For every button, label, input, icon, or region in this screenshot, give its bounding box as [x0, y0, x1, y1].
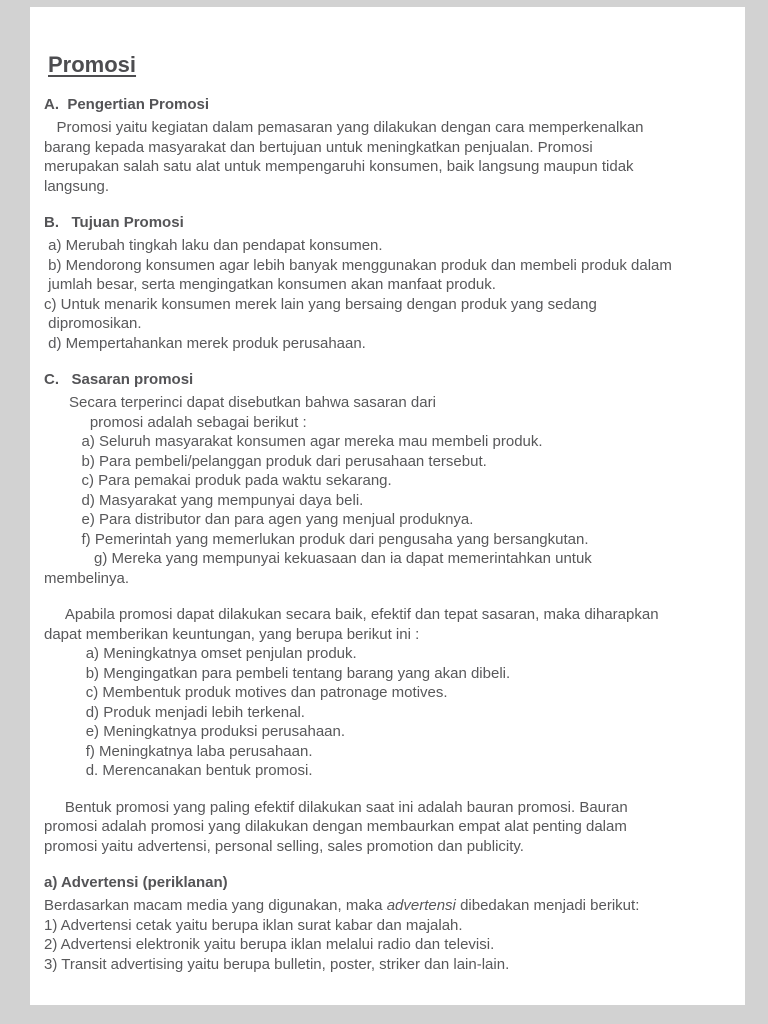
advertensi-intro-line — [44, 896, 725, 916]
list-item: f) Pemerintah yang memerlukan produk dari pengusaha yang bersangkutan. — [44, 530, 589, 548]
section-sasaran-promosi — [44, 370, 725, 588]
list-item: c) Para pemakai produk pada waktu sekarang. — [44, 472, 392, 489]
list-item: e) Meningkatnya produksi perusahaan. — [44, 723, 346, 740]
list-item: b) Para pembeli/pelanggan produk dari perusahaan tersebut. — [44, 452, 487, 470]
intro-italic-word: advertensi — [386, 897, 456, 914]
section-tujuan-promosi — [44, 213, 725, 353]
text-line: Secara terperinci dapat disebutkan bahwa sasaran dari — [44, 394, 436, 411]
text-line: merupakan salah satu alat untuk mempengaruhi konsumen, baik langsung maupun tidak — [44, 158, 634, 175]
text-line: dapat memberikan keuntungan, yang berupa berikut ini : — [44, 625, 420, 643]
text-line: Apabila promosi dapat dilakukan secara baik, efektif dan tepat sasaran, maka diharapkan — [44, 606, 659, 623]
text-line: langsung. — [44, 177, 110, 195]
section-pengertian-promosi — [44, 95, 725, 196]
paragraph-keuntungan — [44, 605, 725, 781]
list-item: c) Untuk menarik konsumen merek lain yang bersaing dengan produk yang sedang — [44, 295, 597, 313]
page-title: Promosi — [48, 52, 137, 77]
list-item: jumlah besar, serta mengingatkan konsumen akan manfaat produk. — [44, 276, 496, 293]
text-line: barang kepada masyarakat dan bertujuan untuk meningkatkan penjualan. Promosi — [44, 138, 593, 156]
list-item: d. Merencanakan bentuk promosi. — [44, 762, 313, 779]
list-item: e) Para distributor dan para agen yang menjual produknya. — [44, 511, 474, 528]
list-item: membelinya. — [44, 569, 130, 587]
list-item: g) Mereka yang mempunyai kekuasaan dan ia dapat memerintahkan untuk — [44, 550, 592, 567]
section-advertensi — [44, 873, 725, 974]
text-line: promosi adalah sebagai berikut : — [44, 413, 307, 431]
list-item: d) Produk menjadi lebih terkenal. — [44, 703, 305, 721]
intro-suffix: dibedakan menjadi berikut: — [455, 897, 640, 914]
paragraph-bauran-promosi — [44, 798, 725, 857]
list-item: d) Masyarakat yang mempunyai daya beli. — [44, 491, 364, 509]
text-line: Promosi yaitu kegiatan dalam pemasaran yang dilakukan dengan cara memperkenalkan — [44, 119, 644, 136]
intro-prefix: Berdasarkan macam media yang digunakan, maka — [44, 897, 387, 914]
list-item: 3) Transit advertising yaitu berupa bulletin, poster, striker dan lain-lain. — [44, 955, 510, 973]
list-item: a) Seluruh masyarakat konsumen agar mereka mau membeli produk. — [44, 433, 543, 450]
list-item: a) Merubah tingkah laku dan pendapat konsumen. — [44, 237, 383, 254]
list-item: b) Mendorong konsumen agar lebih banyak menggunakan produk dan membeli produk dalam — [44, 256, 672, 274]
section-heading: C. Sasaran promosi — [44, 371, 194, 388]
list-item: b) Mengingatkan para pembeli tentang barang yang akan dibeli. — [44, 664, 511, 682]
list-item: c) Membentuk produk motives dan patronage motives. — [44, 684, 448, 701]
section-heading: a) Advertensi (periklanan) — [44, 874, 228, 891]
document-page — [30, 7, 745, 1005]
section-heading: A. Pengertian Promosi — [44, 96, 210, 113]
list-item: f) Meningkatnya laba perusahaan. — [44, 742, 313, 760]
text-line: promosi adalah promosi yang dilakukan dengan membaurkan empat alat penting dalam — [44, 818, 627, 835]
text-line: Bentuk promosi yang paling efektif dilakukan saat ini adalah bauran promosi. Bauran — [44, 798, 628, 816]
list-item: 1) Advertensi cetak yaitu berupa iklan surat kabar dan majalah. — [44, 916, 463, 934]
text-line: promosi yaitu advertensi, personal selling, sales promotion dan publicity. — [44, 837, 524, 855]
section-heading: B. Tujuan Promosi — [44, 214, 184, 231]
list-item: 2) Advertensi elektronik yaitu berupa iklan melalui radio dan televisi. — [44, 936, 495, 953]
list-item: dipromosikan. — [44, 315, 142, 332]
list-item: a) Meningkatnya omset penjulan produk. — [44, 645, 357, 662]
list-item: d) Mempertahankan merek produk perusahaan. — [44, 334, 366, 352]
